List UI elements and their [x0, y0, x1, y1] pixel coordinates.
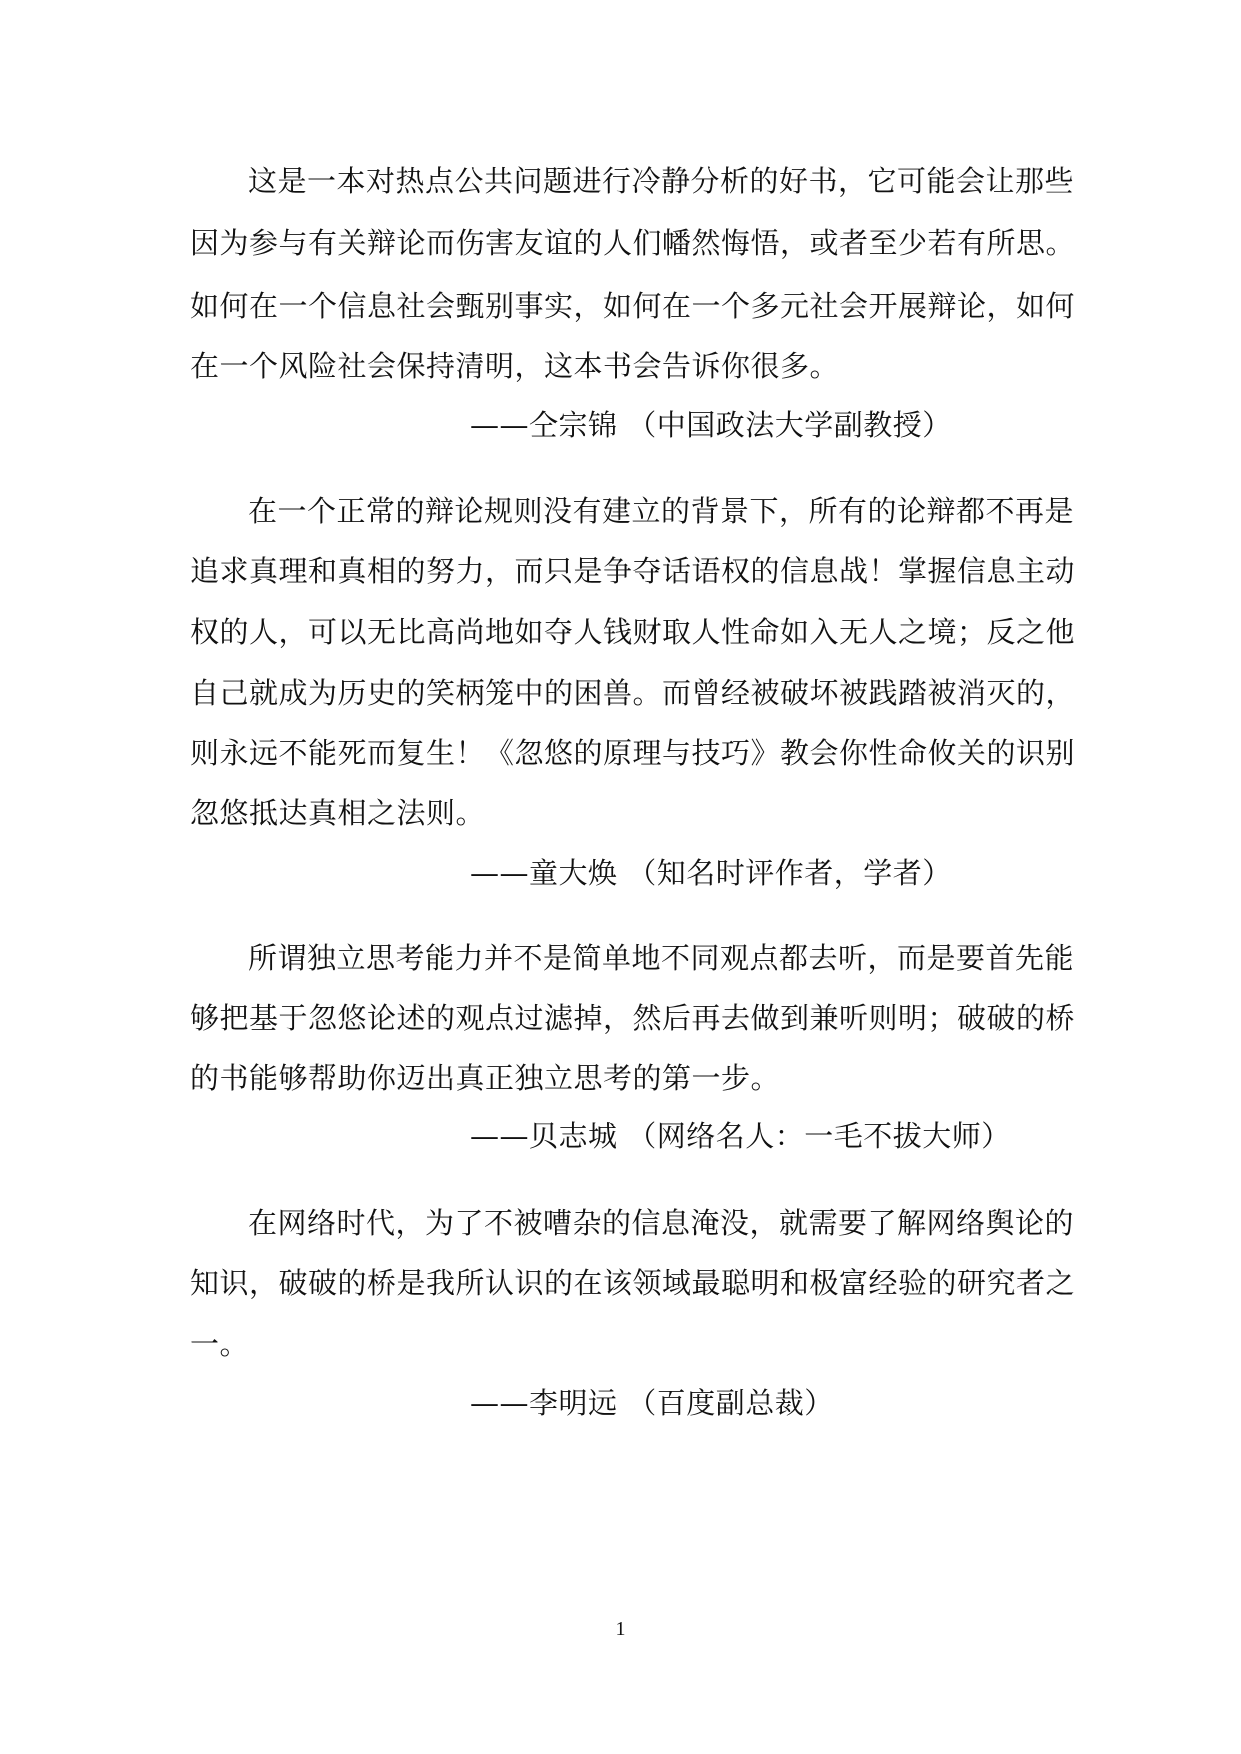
page-number: 1	[615, 1618, 626, 1640]
endorsement-line: 则永远不能死而复生！《忽悠的原理与技巧》教会你性命攸关的识别	[190, 736, 1076, 770]
endorsement-attribution: ——贝志城 （网络名人：一毛不拔大师）	[470, 1119, 1011, 1153]
endorsement-line: 所谓独立思考能力并不是简单地不同观点都去听，而是要首先能	[248, 941, 1075, 975]
endorsement-line: 这是一本对热点公共问题进行冷静分析的好书，它可能会让那些	[248, 164, 1075, 198]
endorsement-line: 因为参与有关辩论而伤害友谊的人们幡然悔悟，或者至少若有所思。	[190, 226, 1076, 260]
endorsement-line: 如何在一个信息社会甄别事实，如何在一个多元社会开展辩论，如何	[190, 289, 1076, 323]
endorsement-line: 在一个风险社会保持清明，这本书会告诉你很多。	[190, 349, 840, 383]
endorsement-line: 一。	[190, 1327, 250, 1361]
endorsement-attribution: ——童大焕 （知名时评作者，学者）	[470, 856, 952, 890]
endorsement-line: 自己就成为历史的笑柄笼中的困兽。而曾经被破坏被践踏被消灭的，	[190, 676, 1076, 710]
endorsement-attribution: ——李明远 （百度副总裁）	[470, 1386, 834, 1420]
endorsement-line: 权的人，可以无比高尚地如夺人钱财取人性命如入无人之境；反之他	[190, 615, 1076, 649]
endorsement-line: 够把基于忽悠论述的观点过滤掉，然后再去做到兼听则明；破破的桥	[190, 1001, 1076, 1035]
endorsement-line: 的书能够帮助你迈出真正独立思考的第一步。	[190, 1061, 781, 1095]
endorsement-line: 在网络时代，为了不被嘈杂的信息淹没，就需要了解网络舆论的	[248, 1206, 1075, 1240]
endorsement-line: 追求真理和真相的努力，而只是争夺话语权的信息战！掌握信息主动	[190, 554, 1076, 588]
endorsement-line: 忽悠抵达真相之法则。	[190, 796, 486, 830]
endorsement-attribution: ——仝宗锦 （中国政法大学副教授）	[470, 408, 952, 442]
endorsement-line: 在一个正常的辩论规则没有建立的背景下，所有的论辩都不再是	[248, 494, 1075, 528]
endorsement-line: 知识，破破的桥是我所认识的在该领域最聪明和极富经验的研究者之	[190, 1266, 1076, 1300]
